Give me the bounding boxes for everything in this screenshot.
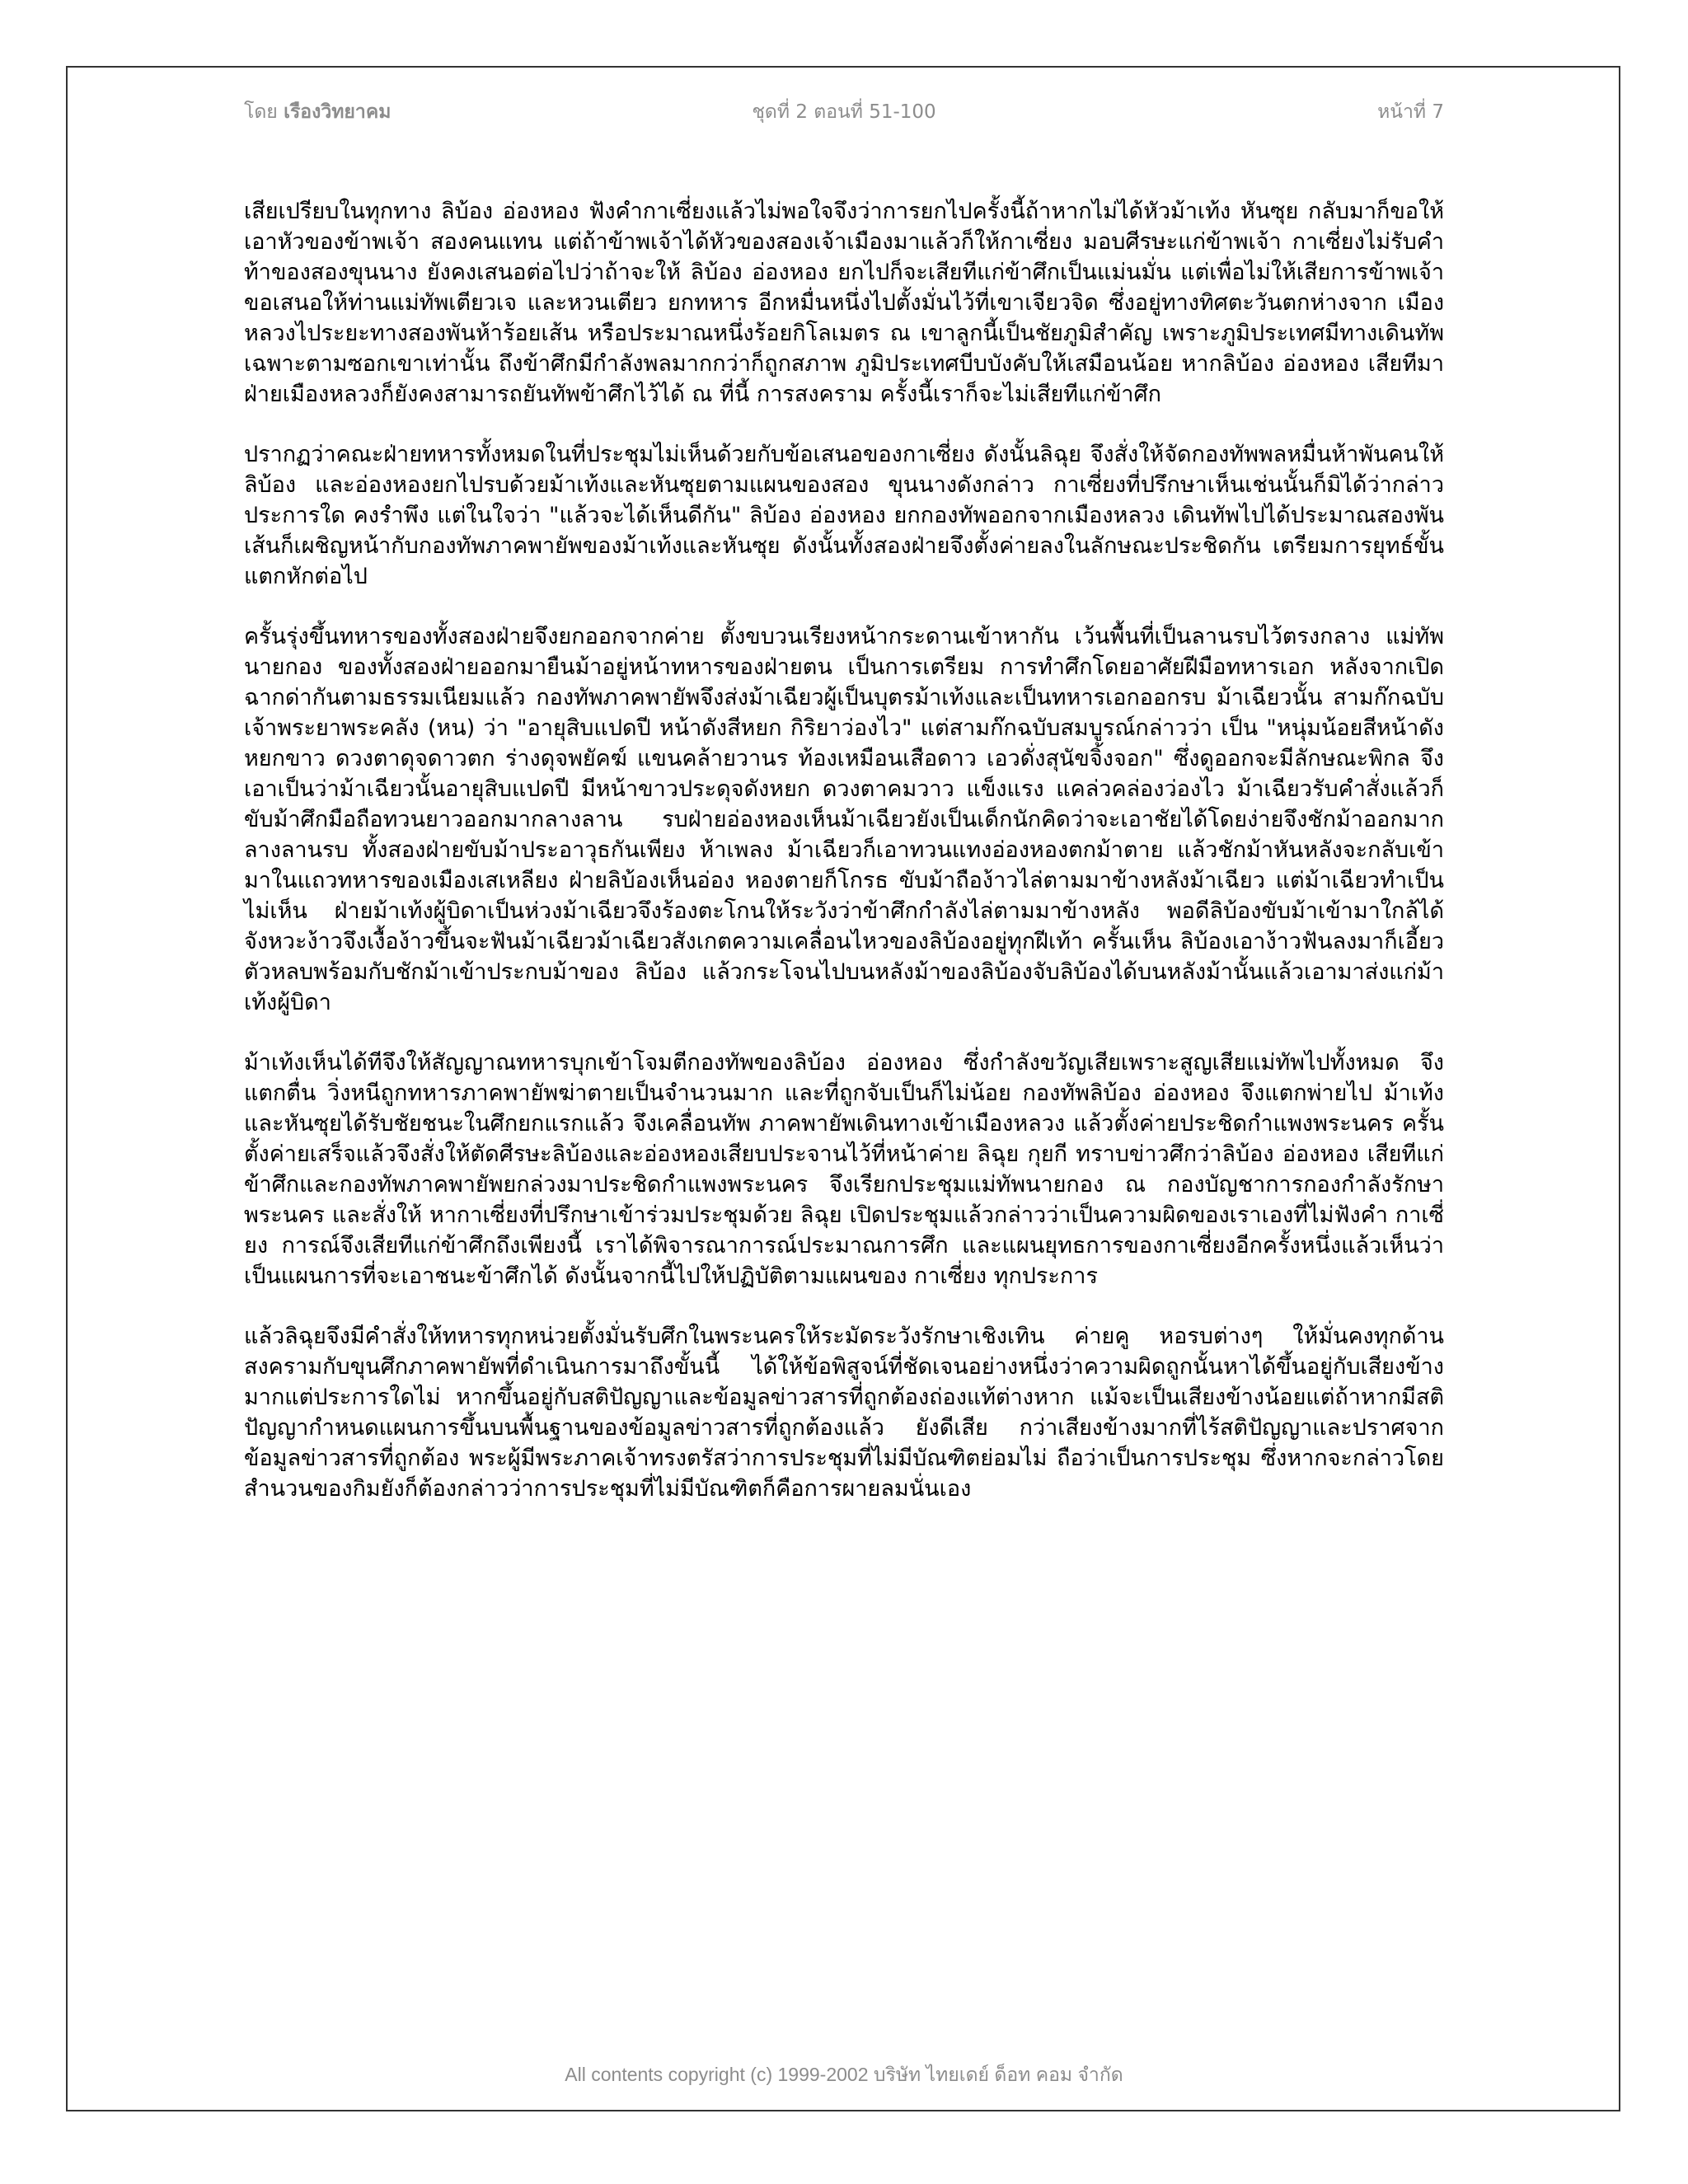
article-body bbox=[244, 196, 1444, 1534]
series-episode: ชุดที่ 2 ตอนที่ 51-100 bbox=[752, 101, 936, 123]
page-header bbox=[244, 97, 1444, 130]
author-name: เรืองวิทยาคม bbox=[284, 101, 392, 123]
author-prefix: โดย bbox=[244, 101, 278, 123]
page-number: หน้าที่ 7 bbox=[1377, 101, 1444, 123]
paragraph-1: เสียเปรียบในทุกทาง ลิบ้อง อ่องหอง ฟังคำกาเซี่ยงแล้วไม่พอใจจึงว่าการยกไปครั้งนี้ถ้าหากไม่ได้หัวม้าเท้ง หันซุย กลับมาก็ขอให้เอาหัวของข้าพเจ้า สองคนแทน แต่ถ้าข้าพเจ้าได้หัวของสองเจ้าเมืองมาแล้วก็ให้กาเซี่ยง มอบศีรษะแก่ข้าพเจ้า กาเซี่ยงไม่รับคำท้าของสองขุนนาง ยังคงเสนอต่อไปว่าถ้าจะให้ ลิบ้อง อ่องหอง ยกไปก็จะเสียทีแก่ข้าศึกเป็นแม่นมั่น แต่เพื่อไม่ให้เสียการข้าพเจ้าขอเสนอให้ท่านแม่ทัพเตียวเจ และหวนเตียว ยกทหาร อีกหมื่นหนึ่งไปตั้งมั่นไว้ที่เขาเจียวจิด ซึ่งอยู่ทางทิศตะวันตกห่างจาก เมืองหลวงไประยะทางสองพันห้าร้อยเส้น หรือประมาณหนึ่งร้อยกิโลเมตร ณ เขาลูกนี้เป็นชัยภูมิสำคัญ เพราะภูมิประเทศมีทางเดินทัพเฉพาะตามซอกเขาเท่านั้น ถึงข้าศึกมีกำลังพลมากกว่าก็ถูกสภาพ ภูมิประเทศบีบบังคับให้เสมือนน้อย หากลิบ้อง อ่องหอง เสียทีมาฝ่ายเมืองหลวงก็ยังคงสามารถยันทัพข้าศึกไว้ได้ ณ ที่นี้ การสงคราม ครั้งนี้เราก็จะไม่เสียทีแก่ข้าศึก bbox=[244, 199, 1444, 407]
paragraph-4: ม้าเท้งเห็นได้ทีจึงให้สัญญาณทหารบุกเข้าโจมตีกองทัพของลิบ้อง อ่องหอง ซึ่งกำลังขวัญเสียเพราะสูญเสียแม่ทัพไปทั้งหมด จึงแตกตื่น วิ่งหนีถูกทหารภาคพายัพฆ่าตายเป็นจำนวนมาก และที่ถูกจับเป็นก็ไม่น้อย กองทัพลิบ้อง อ่องหอง จึงแตกพ่ายไป ม้าเท้งและหันซุยได้รับชัยชนะในศึกยกแรกแล้ว จึงเคลื่อนทัพ ภาคพายัพเดินทางเข้าเมืองหลวง แล้วตั้งค่ายประชิดกำแพงพระนคร ครั้นตั้งค่ายเสร็จแล้วจึงสั่งให้ตัดศีรษะลิบ้องและอ่องหองเสียบประจานไว้ที่หน้าค่าย ลิฉุย กุยกี ทราบข่าวศึกว่าลิบ้อง อ่องหอง เสียทีแก่ข้าศึกและกองทัพภาคพายัพยกล่วงมาประชิดกำแพงพระนคร จึงเรียกประชุมแม่ทัพนายกอง ณ กองบัญชาการกองกำลังรักษาพระนคร และสั่งให้ หากาเซี่ยงที่ปรึกษาเข้าร่วมประชุมด้วย ลิฉุย เปิดประชุมแล้วกล่าวว่าเป็นความผิดของเราเองที่ไม่ฟังคำ กาเซี่ยง การณ์จึงเสียทีแก่ข้าศึกถึงเพียงนี้ เราได้พิจารณาการณ์ประมาณการศึก และแผนยุทธการของกาเซี่ยงอีกครั้งหนึ่งแล้วเห็นว่า เป็นแผนการที่จะเอาชนะข้าศึกได้ ดังนั้นจากนี้ไปให้ปฏิบัติตามแผนของ กาเซี่ยง ทุกประการ bbox=[244, 1050, 1444, 1289]
copyright-footer: All contents copyright (c) 1999-2002 บริษัท ไทยเดย์ ด็อท คอม จำกัด bbox=[565, 2064, 1123, 2085]
paragraph-5: แล้วลิฉุยจึงมีคำสั่งให้ทหารทุกหน่วยตั้งมั่นรับศึกในพระนครให้ระมัดระวังรักษาเชิงเทิน ค่ายคู หอรบต่างๆ ให้มั่นคงทุกด้าน สงครามกับขุนศึกภาคพายัพที่ดำเนินการมาถึงขั้นนี้ ได้ให้ข้อพิสูจน์ที่ชัดเจนอย่างหนึ่งว่าความผิดถูกนั้นหาได้ขึ้นอยู่กับเสียงข้างมากแต่ประการใดไม่ หากขึ้นอยู่กับสติปัญญาและข้อมูลข่าวสารที่ถูกต้องถ่องแท้ต่างหาก แม้จะเป็นเสียงข้างน้อยแต่ถ้าหากมีสติปัญญากำหนดแผนการขึ้นบนพื้นฐานของข้อมูลข่าวสารที่ถูกต้องแล้ว ยังดีเสีย กว่าเสียงข้างมากที่ไร้สติปัญญาและปราศจากข้อมูลข่าวสารที่ถูกต้อง พระผู้มีพระภาคเจ้าทรงตรัสว่าการประชุมที่ไม่มีบัณฑิตย่อมไม่ ถือว่าเป็นการประชุม ซึ่งหากจะกล่าวโดยสำนวนของกิมยังก็ต้องกล่าวว่าการประชุมที่ไม่มีบัณฑิตก็คือการผายลมนั่นเอง bbox=[244, 1324, 1444, 1502]
paragraph-2: ปรากฏว่าคณะฝ่ายทหารทั้งหมดในที่ประชุมไม่เห็นด้วยกับข้อเสนอของกาเซี่ยง ดังนั้นลิฉุย จึงสั่งให้จัดกองทัพพลหมื่นห้าพันคนให้ลิบ้อง และอ่องหองยกไปรบด้วยม้าเท้งและหันซุยตามแผนของสอง ขุนนางดังกล่าว กาเซี่ยงที่ปรึกษาเห็นเช่นนั้นก็มิได้ว่ากล่าวประการใด คงรำพึง แต่ในใจว่า "แล้วจะได้เห็นดีกัน" ลิบ้อง อ่องหอง ยกกองทัพออกจากเมืองหลวง เดินทัพไปได้ประมาณสองพันเส้นก็เผชิญหน้ากับกองทัพภาคพายัพของม้าเท้งและหันซุย ดังนั้นทั้งสองฝ่ายจึงตั้งค่ายลงในลักษณะประชิดกัน เตรียมการยุทธ์ขั้นแตกหักต่อไป bbox=[244, 442, 1444, 589]
paragraph-3: ครั้นรุ่งขึ้นทหารของทั้งสองฝ่ายจึงยกออกจากค่าย ตั้งขบวนเรียงหน้ากระดานเข้าหากัน เว้นพื้นที่เป็นลานรบไว้ตรงกลาง แม่ทัพนายกอง ของทั้งสองฝ่ายออกมายืนม้าอยู่หน้าทหารของฝ่ายตน เป็นการเตรียม การทำศึกโดยอาศัยฝีมือทหารเอก หลังจากเปิดฉากด่ากันตามธรรมเนียมแล้ว กองทัพภาคพายัพจึงส่งม้าเฉียวผู้เป็นบุตรม้าเท้งและเป็นทหารเอกออกรบ ม้าเฉียวนั้น สามก๊กฉบับเจ้าพระยาพระคลัง (หน) ว่า "อายุสิบแปดปี หน้าดังสีหยก กิริยาว่องไว" แต่สามก๊กฉบับสมบูรณ์กล่าวว่า เป็น "หนุ่มน้อยสีหน้าดังหยกขาว ดวงตาดุจดาวตก ร่างดุจพยัคฆ์ แขนคล้ายวานร ท้องเหมือนเสือดาว เอวดั่งสุนัขจิ้งจอก" ซึ่งดูออกจะมีลักษณะพิกล จึงเอาเป็นว่าม้าเฉียวนั้นอายุสิบแปดปี มีหน้าขาวประดุจดังหยก ดวงตาคมวาว แข็งแรง แคล่วคล่องว่องไว ม้าเฉียวรับคำสั่งแล้วก็ขับม้าศึกมือถือทวนยาวออกมากลางลาน รบฝ่ายอ่องหองเห็นม้าเฉียวยังเป็นเด็กนักคิดว่าจะเอาชัยได้โดยง่ายจึงชักม้าออกมากลางลานรบ ทั้งสองฝ่ายขับม้าประอาวุธกันเพียง ห้าเพลง ม้าเฉียวก็เอาทวนแทงอ่องหองตกม้าตาย แล้วชักม้าหันหลังจะกลับเข้ามาในแถวทหารของเมืองเสเหลียง ฝ่ายลิบ้องเห็นอ่อง หองตายก็โกรธ ขับม้าถือง้าวไล่ตามมาข้างหลังม้าเฉียว แต่ม้าเฉียวทำเป็นไม่เห็น ฝ่ายม้าเท้งผู้บิดาเป็นห่วงม้าเฉียวจึงร้องตะโกนให้ระวังว่าข้าศึกกำลังไล่ตามมาข้างหลัง พอดีลิบ้องขับม้าเข้ามาใกล้ได้จังหวะง้าวจึงเงื้อง้าวขึ้นจะฟันม้าเฉียวม้าเฉียวสังเกตความเคลื่อนไหวของลิบ้องอยู่ทุกฝีเท้า ครั้นเห็น ลิบ้องเอาง้าวฟันลงมาก็เอี้ยวตัวหลบพร้อมกับชักม้าเข้าประกบม้าของ ลิบ้อง แล้วกระโจนไปบนหลังม้าของลิบ้องจับลิบ้องได้บนหลังม้านั้นแล้วเอามาส่งแก่ม้าเท้งผู้บิดา bbox=[244, 624, 1444, 1015]
